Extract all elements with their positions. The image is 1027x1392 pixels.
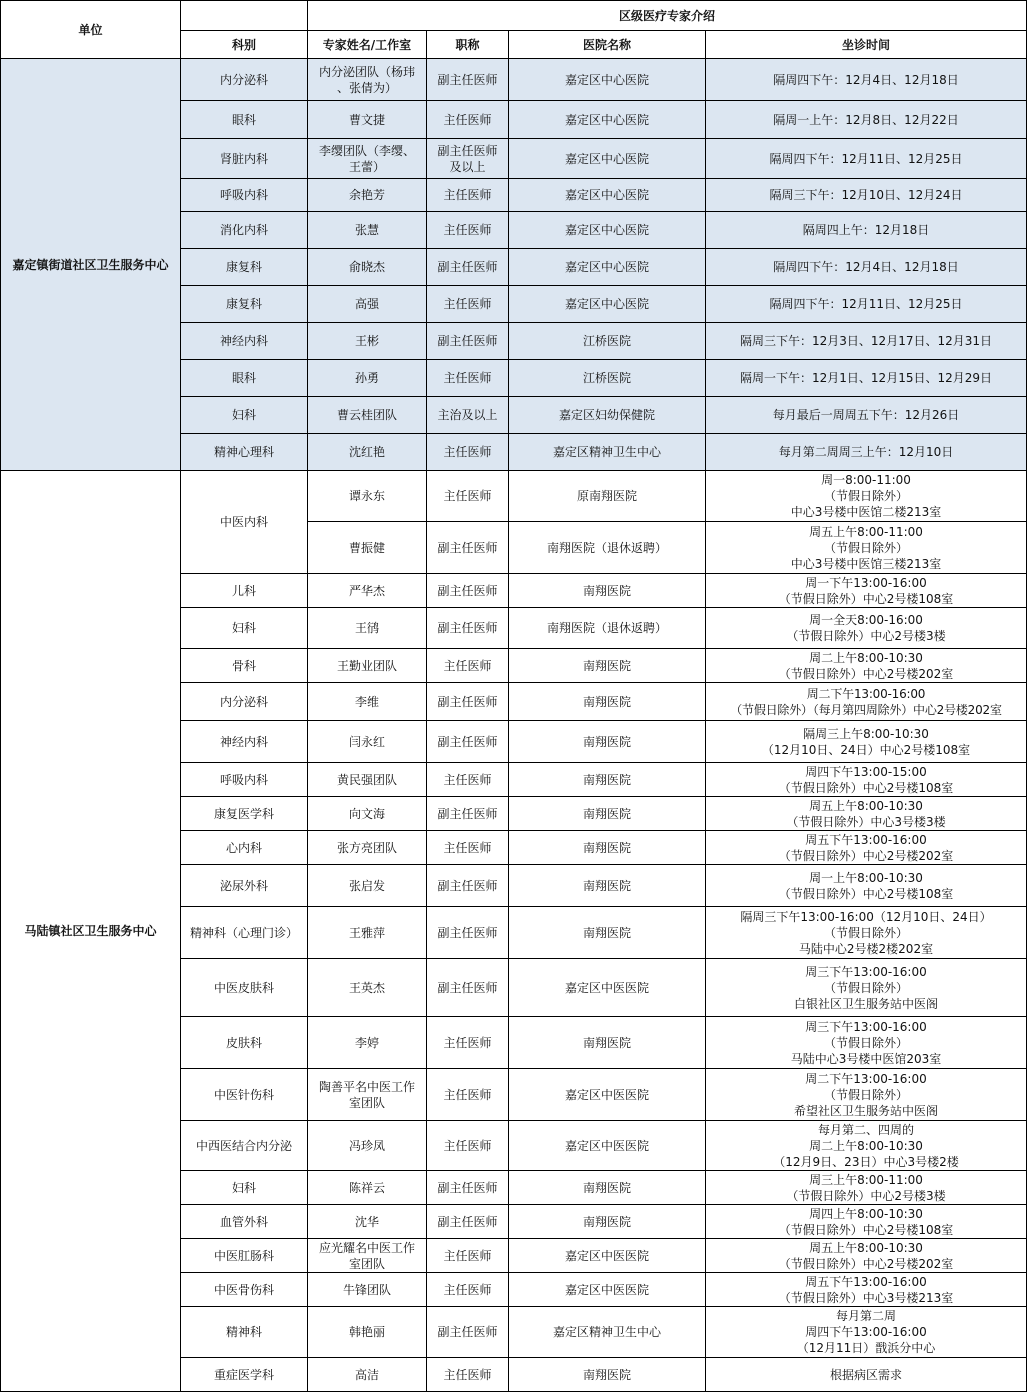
- hospital-cell: 嘉定区中心医院: [509, 59, 706, 101]
- position-cell: 主任医师: [427, 434, 509, 471]
- hospital-cell: 南翔医院: [509, 1358, 706, 1392]
- schedule-cell: 根据病区需求: [706, 1358, 1027, 1392]
- position-cell: 主任医师: [427, 1069, 509, 1121]
- department-cell: 中医皮肤科: [181, 959, 308, 1017]
- expert-cell: 俞晓杰: [308, 249, 427, 286]
- table-row: [1, 471, 1027, 522]
- position-cell: 主任医师: [427, 1358, 509, 1392]
- hospital-cell: 南翔医院: [509, 1205, 706, 1239]
- expert-cell: 王彬: [308, 323, 427, 360]
- expert-cell: 内分泌团队（杨玮 、张倩为）: [308, 59, 427, 101]
- department-cell: 中医肛肠科: [181, 1239, 308, 1273]
- schedule-cell: 周一全天8:00-16:00 （节假日除外）中心2号楼3楼: [706, 608, 1027, 649]
- expert-cell: 曹文捷: [308, 101, 427, 139]
- department-cell: 妇科: [181, 397, 308, 434]
- position-cell: 副主任医师: [427, 1307, 509, 1358]
- schedule-cell: 周四上午8:00-10:30 （节假日除外）中心2号楼108室: [706, 1205, 1027, 1239]
- department-cell: 妇科: [181, 1171, 308, 1205]
- schedule-cell: 周五上午8:00-11:00 （节假日除外） 中心3号楼中医馆三楼213室: [706, 522, 1027, 574]
- hospital-cell: 嘉定区中医医院: [509, 1069, 706, 1121]
- expert-cell: 陶善平名中医工作 室团队: [308, 1069, 427, 1121]
- position-cell: 主任医师: [427, 471, 509, 522]
- position-cell: 副主任医师: [427, 1205, 509, 1239]
- schedule-cell: 隔周四下午：12月4日、12月18日: [706, 249, 1027, 286]
- expert-cell: 应光耀名中医工作 室团队: [308, 1239, 427, 1273]
- hospital-cell: 南翔医院（退休返聘）: [509, 522, 706, 574]
- position-cell: 主任医师: [427, 101, 509, 139]
- hospital-cell: 嘉定区中心医院: [509, 212, 706, 249]
- department-cell: 康复科: [181, 249, 308, 286]
- expert-cell: 张方亮团队: [308, 831, 427, 865]
- position-cell: 副主任医师: [427, 323, 509, 360]
- department-cell: 中医骨伤科: [181, 1273, 308, 1307]
- department-cell: 儿科: [181, 574, 308, 608]
- department-cell: 康复医学科: [181, 797, 308, 831]
- expert-cell: 张启发: [308, 865, 427, 907]
- header-schedule: 坐诊时间: [706, 31, 1027, 59]
- expert-cell: 王英杰: [308, 959, 427, 1017]
- department-cell: 中医针伤科: [181, 1069, 308, 1121]
- hospital-cell: 南翔医院（退休返聘）: [509, 608, 706, 649]
- schedule-cell: 周二下午13:00-16:00 （节假日除外） 希望社区卫生服务站中医阁: [706, 1069, 1027, 1121]
- hospital-cell: 嘉定区精神卫生中心: [509, 434, 706, 471]
- expert-cell: 高强: [308, 286, 427, 323]
- department-cell: 泌尿外科: [181, 865, 308, 907]
- schedule-cell: 周三上午8:00-11:00 （节假日除外）中心2号楼3楼: [706, 1171, 1027, 1205]
- position-cell: 副主任医师: [427, 797, 509, 831]
- department-cell: 神经内科: [181, 721, 308, 763]
- hospital-cell: 嘉定区中医医院: [509, 959, 706, 1017]
- department-cell: 内分泌科: [181, 59, 308, 101]
- schedule-cell: 隔周三上午8:00-10:30 （12月10日、24日）中心2号楼108室: [706, 721, 1027, 763]
- expert-cell: 王雅萍: [308, 907, 427, 959]
- hospital-cell: 南翔医院: [509, 1171, 706, 1205]
- hospital-cell: 原南翔医院: [509, 471, 706, 522]
- hospital-cell: 江桥医院: [509, 360, 706, 397]
- position-cell: 副主任医师: [427, 608, 509, 649]
- hospital-cell: 南翔医院: [509, 574, 706, 608]
- expert-cell: 高洁: [308, 1358, 427, 1392]
- position-cell: 主任医师: [427, 286, 509, 323]
- position-cell: 副主任医师: [427, 574, 509, 608]
- schedule-cell: 每月最后一周周五下午：12月26日: [706, 397, 1027, 434]
- expert-cell: 沈红艳: [308, 434, 427, 471]
- position-cell: 主任医师: [427, 649, 509, 683]
- department-cell: 妇科: [181, 608, 308, 649]
- schedule-cell: 隔周三下午：12月3日、12月17日、12月31日: [706, 323, 1027, 360]
- header-expert: 专家姓名/工作室: [308, 31, 427, 59]
- department-cell: 眼科: [181, 360, 308, 397]
- hospital-cell: 南翔医院: [509, 683, 706, 721]
- expert-cell: 孙勇: [308, 360, 427, 397]
- department-cell: 消化内科: [181, 212, 308, 249]
- position-cell: 主任医师: [427, 1121, 509, 1171]
- department-cell: 皮肤科: [181, 1017, 308, 1069]
- expert-cell: 韩艳丽: [308, 1307, 427, 1358]
- position-cell: 副主任医师: [427, 907, 509, 959]
- hospital-cell: 嘉定区精神卫生中心: [509, 1307, 706, 1358]
- position-cell: 副主任医师: [427, 959, 509, 1017]
- department-cell: 血管外科: [181, 1205, 308, 1239]
- department-cell: 骨科: [181, 649, 308, 683]
- position-cell: 主任医师: [427, 212, 509, 249]
- schedule-cell: 周五下午13:00-16:00 （节假日除外）中心3号楼213室: [706, 1273, 1027, 1307]
- department-cell: 精神心理科: [181, 434, 308, 471]
- position-cell: 主任医师: [427, 831, 509, 865]
- position-cell: 副主任医师: [427, 683, 509, 721]
- hospital-cell: 江桥医院: [509, 323, 706, 360]
- hospital-cell: 嘉定区中心医院: [509, 249, 706, 286]
- unit-cell: 马陆镇社区卫生服务中心: [1, 471, 181, 1392]
- department-cell: 康复科: [181, 286, 308, 323]
- department-cell: 肾脏内科: [181, 139, 308, 179]
- hospital-cell: 嘉定区妇幼保健院: [509, 397, 706, 434]
- expert-cell: 李婷: [308, 1017, 427, 1069]
- schedule-cell: 周三下午13:00-16:00 （节假日除外） 白银社区卫生服务站中医阁: [706, 959, 1027, 1017]
- header-unit: 单位: [1, 1, 181, 59]
- department-cell: 精神科: [181, 1307, 308, 1358]
- expert-cell: 闫永红: [308, 721, 427, 763]
- hospital-cell: 嘉定区中心医院: [509, 179, 706, 212]
- hospital-cell: 嘉定区中医医院: [509, 1121, 706, 1171]
- hospital-cell: 南翔医院: [509, 797, 706, 831]
- schedule-cell: 隔周四下午：12月11日、12月25日: [706, 286, 1027, 323]
- table-row: [1, 59, 1027, 101]
- schedule-cell: 隔周四上午：12月18日: [706, 212, 1027, 249]
- hospital-cell: 南翔医院: [509, 831, 706, 865]
- expert-cell: 牛锋团队: [308, 1273, 427, 1307]
- hospital-cell: 嘉定区中心医院: [509, 139, 706, 179]
- expert-cell: 沈华: [308, 1205, 427, 1239]
- position-cell: 主任医师: [427, 1017, 509, 1069]
- schedule-cell: 隔周四下午：12月4日、12月18日: [706, 59, 1027, 101]
- schedule-cell: 周一下午13:00-16:00 （节假日除外）中心2号楼108室: [706, 574, 1027, 608]
- hospital-cell: 南翔医院: [509, 1017, 706, 1069]
- position-cell: 副主任医师 及以上: [427, 139, 509, 179]
- position-cell: 主任医师: [427, 1273, 509, 1307]
- schedule-cell: 周五下午13:00-16:00 （节假日除外）中心2号楼202室: [706, 831, 1027, 865]
- header-position: 职称: [427, 31, 509, 59]
- header-blank: [181, 1, 308, 31]
- position-cell: 主任医师: [427, 179, 509, 212]
- hospital-cell: 南翔医院: [509, 649, 706, 683]
- expert-cell: 王勤业团队: [308, 649, 427, 683]
- position-cell: 副主任医师: [427, 522, 509, 574]
- unit-cell: 嘉定镇街道社区卫生服务中心: [1, 59, 181, 471]
- schedule-cell: 每月第二、四周的 周二上午8:00-10:30 （12月9日、23日）中心3号楼2楼: [706, 1121, 1027, 1171]
- hospital-cell: 嘉定区中医医院: [509, 1239, 706, 1273]
- position-cell: 副主任医师: [427, 59, 509, 101]
- hospital-cell: 南翔医院: [509, 907, 706, 959]
- hospital-cell: 嘉定区中心医院: [509, 101, 706, 139]
- expert-cell: 张慧: [308, 212, 427, 249]
- position-cell: 主治及以上: [427, 397, 509, 434]
- schedule-cell: 隔周四下午：12月11日、12月25日: [706, 139, 1027, 179]
- hospital-cell: 嘉定区中医医院: [509, 1273, 706, 1307]
- schedule-cell: 周一上午8:00-10:30 （节假日除外）中心2号楼108室: [706, 865, 1027, 907]
- department-cell: 心内科: [181, 831, 308, 865]
- schedule-cell: 周五上午8:00-10:30 （节假日除外）中心2号楼202室: [706, 1239, 1027, 1273]
- expert-cell: 谭永东: [308, 471, 427, 522]
- schedule-cell: 隔周三下午：12月10日、12月24日: [706, 179, 1027, 212]
- department-cell: 呼吸内科: [181, 179, 308, 212]
- header-hospital: 医院名称: [509, 31, 706, 59]
- hospital-cell: 南翔医院: [509, 721, 706, 763]
- schedule-cell: 隔周一下午：12月1日、12月15日、12月29日: [706, 360, 1027, 397]
- expert-cell: 黄民强团队: [308, 763, 427, 797]
- position-cell: 主任医师: [427, 1239, 509, 1273]
- position-cell: 主任医师: [427, 763, 509, 797]
- department-cell: 中医内科: [181, 471, 308, 574]
- expert-cell: 严华杰: [308, 574, 427, 608]
- department-cell: 重症医学科: [181, 1358, 308, 1392]
- expert-cell: 曹云桂团队: [308, 397, 427, 434]
- header-row-1: [1, 1, 1027, 31]
- schedule-cell: 每月第二周周三上午：12月10日: [706, 434, 1027, 471]
- position-cell: 副主任医师: [427, 721, 509, 763]
- schedule-cell: 隔周一上午：12月8日、12月22日: [706, 101, 1027, 139]
- schedule-cell: 周二下午13:00-16:00 （节假日除外）（每月第四周除外）中心2号楼202室: [706, 683, 1027, 721]
- position-cell: 副主任医师: [427, 865, 509, 907]
- department-cell: 精神科（心理门诊）: [181, 907, 308, 959]
- expert-cell: 向文海: [308, 797, 427, 831]
- schedule-cell: 周三下午13:00-16:00 （节假日除外） 马陆中心3号楼中医馆203室: [706, 1017, 1027, 1069]
- expert-cell: 陈祥云: [308, 1171, 427, 1205]
- hospital-cell: 南翔医院: [509, 865, 706, 907]
- department-cell: 神经内科: [181, 323, 308, 360]
- department-cell: 内分泌科: [181, 683, 308, 721]
- schedule-cell: 每月第二周 周四下午13:00-16:00 （12月11日）戬浜分中心: [706, 1307, 1027, 1358]
- department-cell: 眼科: [181, 101, 308, 139]
- expert-cell: 李缨团队（李缨、 王蕾）: [308, 139, 427, 179]
- position-cell: 主任医师: [427, 360, 509, 397]
- position-cell: 副主任医师: [427, 249, 509, 286]
- department-cell: 中西医结合内分泌: [181, 1121, 308, 1171]
- table-title: 区级医疗专家介绍: [308, 1, 1027, 31]
- schedule-cell: 隔周三下午13:00-16:00（12月10日、24日） （节假日除外） 马陆中心2号楼2楼202室: [706, 907, 1027, 959]
- expert-cell: 冯珍凤: [308, 1121, 427, 1171]
- position-cell: 副主任医师: [427, 1171, 509, 1205]
- schedule-cell: 周一8:00-11:00 （节假日除外） 中心3号楼中医馆二楼213室: [706, 471, 1027, 522]
- department-cell: 呼吸内科: [181, 763, 308, 797]
- schedule-cell: 周四下午13:00-15:00 （节假日除外）中心2号楼108室: [706, 763, 1027, 797]
- expert-cell: 余艳芳: [308, 179, 427, 212]
- schedule-cell: 周五上午8:00-10:30 （节假日除外）中心3号楼3楼: [706, 797, 1027, 831]
- schedule-cell: 周二上午8:00-10:30 （节假日除外）中心2号楼202室: [706, 649, 1027, 683]
- expert-cell: 曹振健: [308, 522, 427, 574]
- hospital-cell: 南翔医院: [509, 763, 706, 797]
- hospital-cell: 嘉定区中心医院: [509, 286, 706, 323]
- expert-cell: 王鸻: [308, 608, 427, 649]
- expert-cell: 李维: [308, 683, 427, 721]
- header-department: 科别: [181, 31, 308, 59]
